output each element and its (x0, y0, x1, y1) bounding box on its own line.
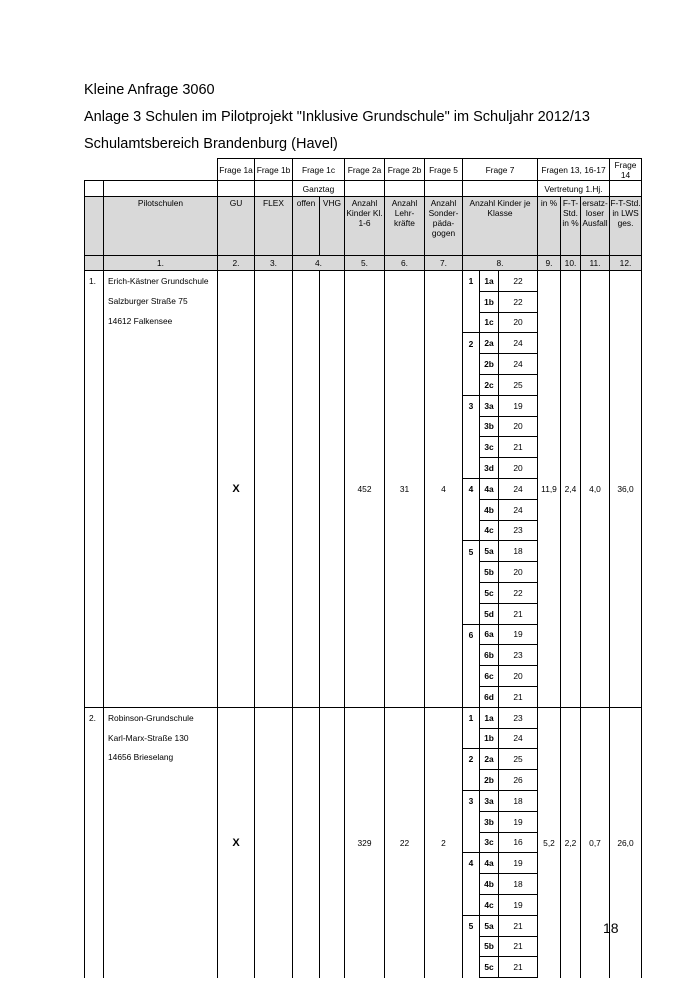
grade-number (463, 416, 480, 437)
colnum-12: 12. (610, 256, 642, 271)
colnum-9: 9. (538, 256, 561, 271)
school-name: Robinson-Grundschule (108, 712, 194, 723)
school-ft-std-prozent: 2,4 (561, 271, 581, 708)
class-name: 3a (480, 790, 499, 811)
grade-number (463, 562, 480, 583)
school-city: 14612 Falkensee (108, 315, 173, 326)
class-count: 24 (499, 728, 538, 749)
grade-number (463, 312, 480, 333)
header-lehrkraefte: Anzahl Lehr-kräfte (385, 197, 425, 256)
grade-number (463, 686, 480, 707)
class-name: 5b (480, 562, 499, 583)
class-name: 2b (480, 770, 499, 791)
header-frage-2b: Frage 2b (385, 159, 425, 181)
colnum-8: 8. (463, 256, 538, 271)
header-frage-1c: Frage 1c (293, 159, 345, 181)
header-vhg: VHG (320, 197, 345, 256)
school-gu-mark: X (218, 707, 255, 977)
grade-number (463, 645, 480, 666)
colnum-3: 3. (255, 256, 293, 271)
class-count: 21 (499, 957, 538, 978)
header-frage-1b: Frage 1b (255, 159, 293, 181)
class-name: 5c (480, 957, 499, 978)
grade-number (463, 728, 480, 749)
class-name: 5c (480, 582, 499, 603)
class-name: 4c (480, 520, 499, 541)
class-name: 5b (480, 936, 499, 957)
grade-number: 4 (463, 478, 480, 499)
class-count: 24 (499, 333, 538, 354)
grade-number (463, 957, 480, 978)
class-count: 21 (499, 915, 538, 936)
school-gu-mark: X (218, 271, 255, 708)
school-flex (255, 271, 293, 708)
class-name: 4b (480, 499, 499, 520)
class-count: 19 (499, 395, 538, 416)
grade-number: 4 (463, 853, 480, 874)
header-vertretung: Vertretung 1.Hj. (538, 181, 610, 197)
class-name: 4c (480, 894, 499, 915)
document-subtitle: Anlage 3 Schulen im Pilotprojekt "Inklusive Grundschule" im Schuljahr 2012/13 (84, 109, 590, 125)
class-name: 4a (480, 853, 499, 874)
school-ft-std-prozent: 2,2 (561, 707, 581, 977)
grade-number (463, 666, 480, 687)
grade-number (463, 520, 480, 541)
grade-number (463, 874, 480, 895)
grade-number (463, 374, 480, 395)
class-name: 1a (480, 707, 499, 728)
grade-number: 1 (463, 271, 480, 292)
header-frage-1a: Frage 1a (218, 159, 255, 181)
class-count: 18 (499, 874, 538, 895)
school-kinder: 329 (345, 707, 385, 977)
school-ft-std-lws: 36,0 (610, 271, 642, 708)
school-lehrkraefte: 31 (385, 271, 425, 708)
class-name: 2a (480, 749, 499, 770)
table-row (85, 271, 642, 292)
school-city: 14656 Brieselang (108, 752, 174, 763)
class-name: 3d (480, 458, 499, 479)
school-info (104, 707, 218, 977)
class-count: 22 (499, 582, 538, 603)
grade-number: 1 (463, 707, 480, 728)
header-frage-14: Frage 14 (610, 159, 642, 181)
grade-number: 2 (463, 333, 480, 354)
grade-number (463, 770, 480, 791)
page-number: 18 (603, 920, 619, 936)
header-in-prozent: in % (538, 197, 561, 256)
grade-number (463, 936, 480, 957)
school-ersatzloser-ausfall: 4,0 (581, 271, 610, 708)
class-count: 19 (499, 624, 538, 645)
grade-number: 2 (463, 749, 480, 770)
school-sonderpaedagogen: 4 (425, 271, 463, 708)
grade-number (463, 354, 480, 375)
class-count: 23 (499, 520, 538, 541)
class-count: 18 (499, 541, 538, 562)
class-count: 20 (499, 416, 538, 437)
header-pilotschulen: Pilotschulen (104, 197, 218, 256)
colnum-4: 4. (293, 256, 345, 271)
document-title: Kleine Anfrage 3060 (84, 82, 215, 98)
class-count: 23 (499, 707, 538, 728)
class-count: 20 (499, 562, 538, 583)
class-count: 22 (499, 271, 538, 292)
class-count: 21 (499, 437, 538, 458)
header-ft-std-lws: F-T-Std. in LWS ges. (610, 197, 642, 256)
class-count: 26 (499, 770, 538, 791)
class-count: 22 (499, 291, 538, 312)
class-count: 20 (499, 666, 538, 687)
school-ft-std-lws: 26,0 (610, 707, 642, 977)
header-kinder-je-klasse: Anzahl Kinder je Klasse (463, 197, 538, 256)
pilot-schools-table (84, 158, 642, 978)
class-count: 24 (499, 354, 538, 375)
grade-number (463, 458, 480, 479)
class-count: 19 (499, 894, 538, 915)
class-name: 3b (480, 811, 499, 832)
colnum-5: 5. (345, 256, 385, 271)
grade-number (463, 603, 480, 624)
school-lehrkraefte: 22 (385, 707, 425, 977)
colnum-2: 2. (218, 256, 255, 271)
class-name: 6a (480, 624, 499, 645)
class-count: 20 (499, 312, 538, 333)
grade-number (463, 291, 480, 312)
class-count: 18 (499, 790, 538, 811)
header-ft-std-prozent: F-T-Std. in % (561, 197, 581, 256)
class-name: 6c (480, 666, 499, 687)
table-row (85, 707, 642, 728)
class-count: 24 (499, 478, 538, 499)
class-name: 1c (480, 312, 499, 333)
header-anzahl-kinder: Anzahl Kinder Kl. 1-6 (345, 197, 385, 256)
class-name: 3a (480, 395, 499, 416)
class-name: 5d (480, 603, 499, 624)
class-count: 16 (499, 832, 538, 853)
school-number: 1. (85, 271, 104, 708)
class-count: 21 (499, 603, 538, 624)
class-name: 3c (480, 437, 499, 458)
class-count: 21 (499, 936, 538, 957)
class-count: 25 (499, 749, 538, 770)
colnum-11: 11. (581, 256, 610, 271)
class-name: 5a (480, 541, 499, 562)
school-ersatzloser-ausfall: 0,7 (581, 707, 610, 977)
school-vertretung-prozent: 11,9 (538, 271, 561, 708)
class-count: 23 (499, 645, 538, 666)
header-frage-7: Frage 7 (463, 159, 538, 181)
class-count: 19 (499, 853, 538, 874)
school-kinder: 452 (345, 271, 385, 708)
header-offen: offen (293, 197, 320, 256)
grade-number: 3 (463, 395, 480, 416)
grade-number (463, 811, 480, 832)
class-name: 1b (480, 291, 499, 312)
grade-number: 5 (463, 541, 480, 562)
school-sonderpaedagogen: 2 (425, 707, 463, 977)
header-frage-5: Frage 5 (425, 159, 463, 181)
class-name: 4a (480, 478, 499, 499)
class-name: 2a (480, 333, 499, 354)
class-name: 3b (480, 416, 499, 437)
grade-number (463, 894, 480, 915)
class-count: 20 (499, 458, 538, 479)
grade-number (463, 437, 480, 458)
colnum-1: 1. (104, 256, 218, 271)
class-name: 2b (480, 354, 499, 375)
class-name: 6d (480, 686, 499, 707)
school-name: Erich-Kästner Grundschule (108, 276, 209, 286)
class-name: 4b (480, 874, 499, 895)
class-name: 3c (480, 832, 499, 853)
class-name: 6b (480, 645, 499, 666)
class-name: 5a (480, 915, 499, 936)
colnum-10: 10. (561, 256, 581, 271)
grade-number: 6 (463, 624, 480, 645)
school-offen (293, 271, 320, 708)
header-gu: GU (218, 197, 255, 256)
grade-number (463, 582, 480, 603)
class-count: 19 (499, 811, 538, 832)
school-district-title: Schulamtsbereich Brandenburg (Havel) (84, 136, 338, 152)
header-sonderpaedagogen: Anzahl Sonder-päda-gogen (425, 197, 463, 256)
school-number: 2. (85, 707, 104, 977)
school-flex (255, 707, 293, 977)
header-ersatzloser-ausfall: ersatz-loser Ausfall (581, 197, 610, 256)
class-count: 24 (499, 499, 538, 520)
school-offen (293, 707, 320, 977)
grade-number (463, 832, 480, 853)
colnum-7: 7. (425, 256, 463, 271)
school-vhg (320, 707, 345, 977)
class-name: 1b (480, 728, 499, 749)
school-vhg (320, 271, 345, 708)
header-frage-2a: Frage 2a (345, 159, 385, 181)
school-vertretung-prozent: 5,2 (538, 707, 561, 977)
class-name: 2c (480, 374, 499, 395)
class-count: 25 (499, 374, 538, 395)
school-info (104, 271, 218, 708)
grade-number (463, 499, 480, 520)
grade-number: 5 (463, 915, 480, 936)
header-fragen-13: Fragen 13, 16-17 (538, 159, 610, 181)
colnum-6: 6. (385, 256, 425, 271)
class-count: 21 (499, 686, 538, 707)
header-flex: FLEX (255, 197, 293, 256)
class-name: 1a (480, 271, 499, 292)
grade-number: 3 (463, 790, 480, 811)
header-ganztag: Ganztag (293, 181, 345, 197)
school-street: Karl-Marx-Straße 130 (108, 732, 189, 743)
school-street: Salzburger Straße 75 (108, 295, 188, 306)
